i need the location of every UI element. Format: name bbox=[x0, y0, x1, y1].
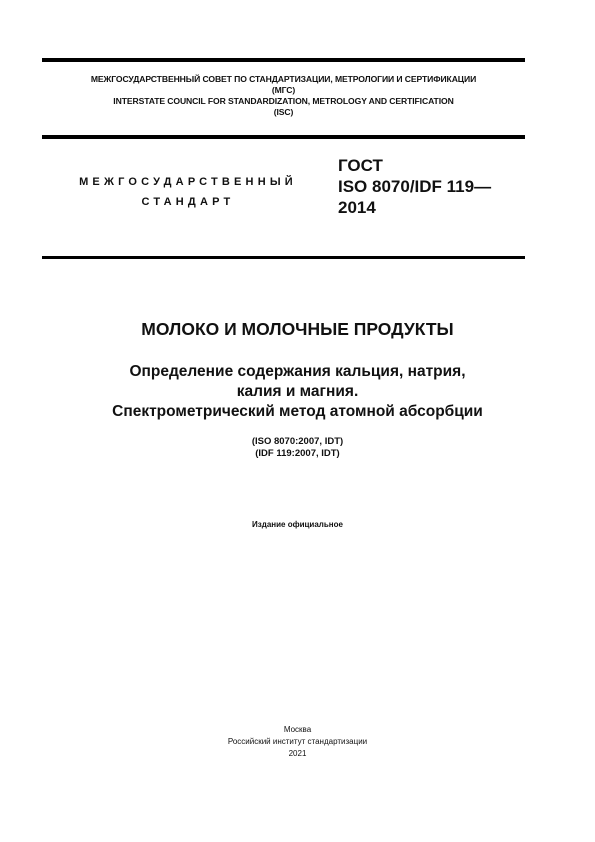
subtitle-line2: калия и магния. bbox=[236, 383, 359, 400]
imprint bbox=[0, 724, 595, 760]
subtitle-line3: Спектрометрический метод атомной абсорбции bbox=[112, 403, 483, 420]
document-title: МОЛОКО И МОЛОЧНЫЕ ПРОДУКТЫ bbox=[141, 319, 454, 339]
council-name-ru: МЕЖГОСУДАРСТВЕННЫЙ СОВЕТ ПО СТАНДАРТИЗАЦИИ, МЕТРОЛОГИИ И СЕРТИФИКАЦИИ bbox=[90, 74, 477, 84]
standard-code bbox=[338, 155, 491, 218]
imprint-publisher: Российский институт стандартизации bbox=[227, 737, 368, 746]
council-rule bbox=[42, 135, 525, 139]
iso-references bbox=[0, 436, 595, 460]
council-abbr-en: (ISC) bbox=[273, 107, 294, 117]
standard-type-line2: СТАНДАРТ bbox=[141, 196, 235, 208]
council-header bbox=[42, 74, 525, 118]
imprint-city: Москва bbox=[283, 725, 312, 734]
standard-code-line2: ISO 8070/IDF 119— bbox=[338, 177, 492, 196]
standard-type bbox=[42, 172, 334, 212]
document-subtitle bbox=[0, 362, 595, 422]
iso-reference: (ISO 8070:2007, IDT) bbox=[251, 436, 344, 447]
council-abbr-ru: (МГС) bbox=[271, 85, 296, 95]
council-name-en: INTERSTATE COUNCIL FOR STANDARDIZATION, METROLOGY AND CERTIFICATION bbox=[113, 96, 454, 106]
standard-rule bbox=[42, 256, 525, 259]
edition-note: Издание официальное bbox=[252, 520, 343, 529]
imprint-year: 2021 bbox=[288, 749, 307, 758]
standard-code-line3: 2014 bbox=[338, 198, 376, 217]
subtitle-line1: Определение содержания кальция, натрия, bbox=[129, 363, 466, 380]
standard-type-line1: МЕЖГОСУДАРСТВЕННЫЙ bbox=[79, 176, 297, 188]
standard-code-line1: ГОСТ bbox=[338, 156, 383, 175]
idf-reference: (IDF 119:2007, IDT) bbox=[255, 448, 340, 459]
top-rule bbox=[42, 58, 525, 62]
